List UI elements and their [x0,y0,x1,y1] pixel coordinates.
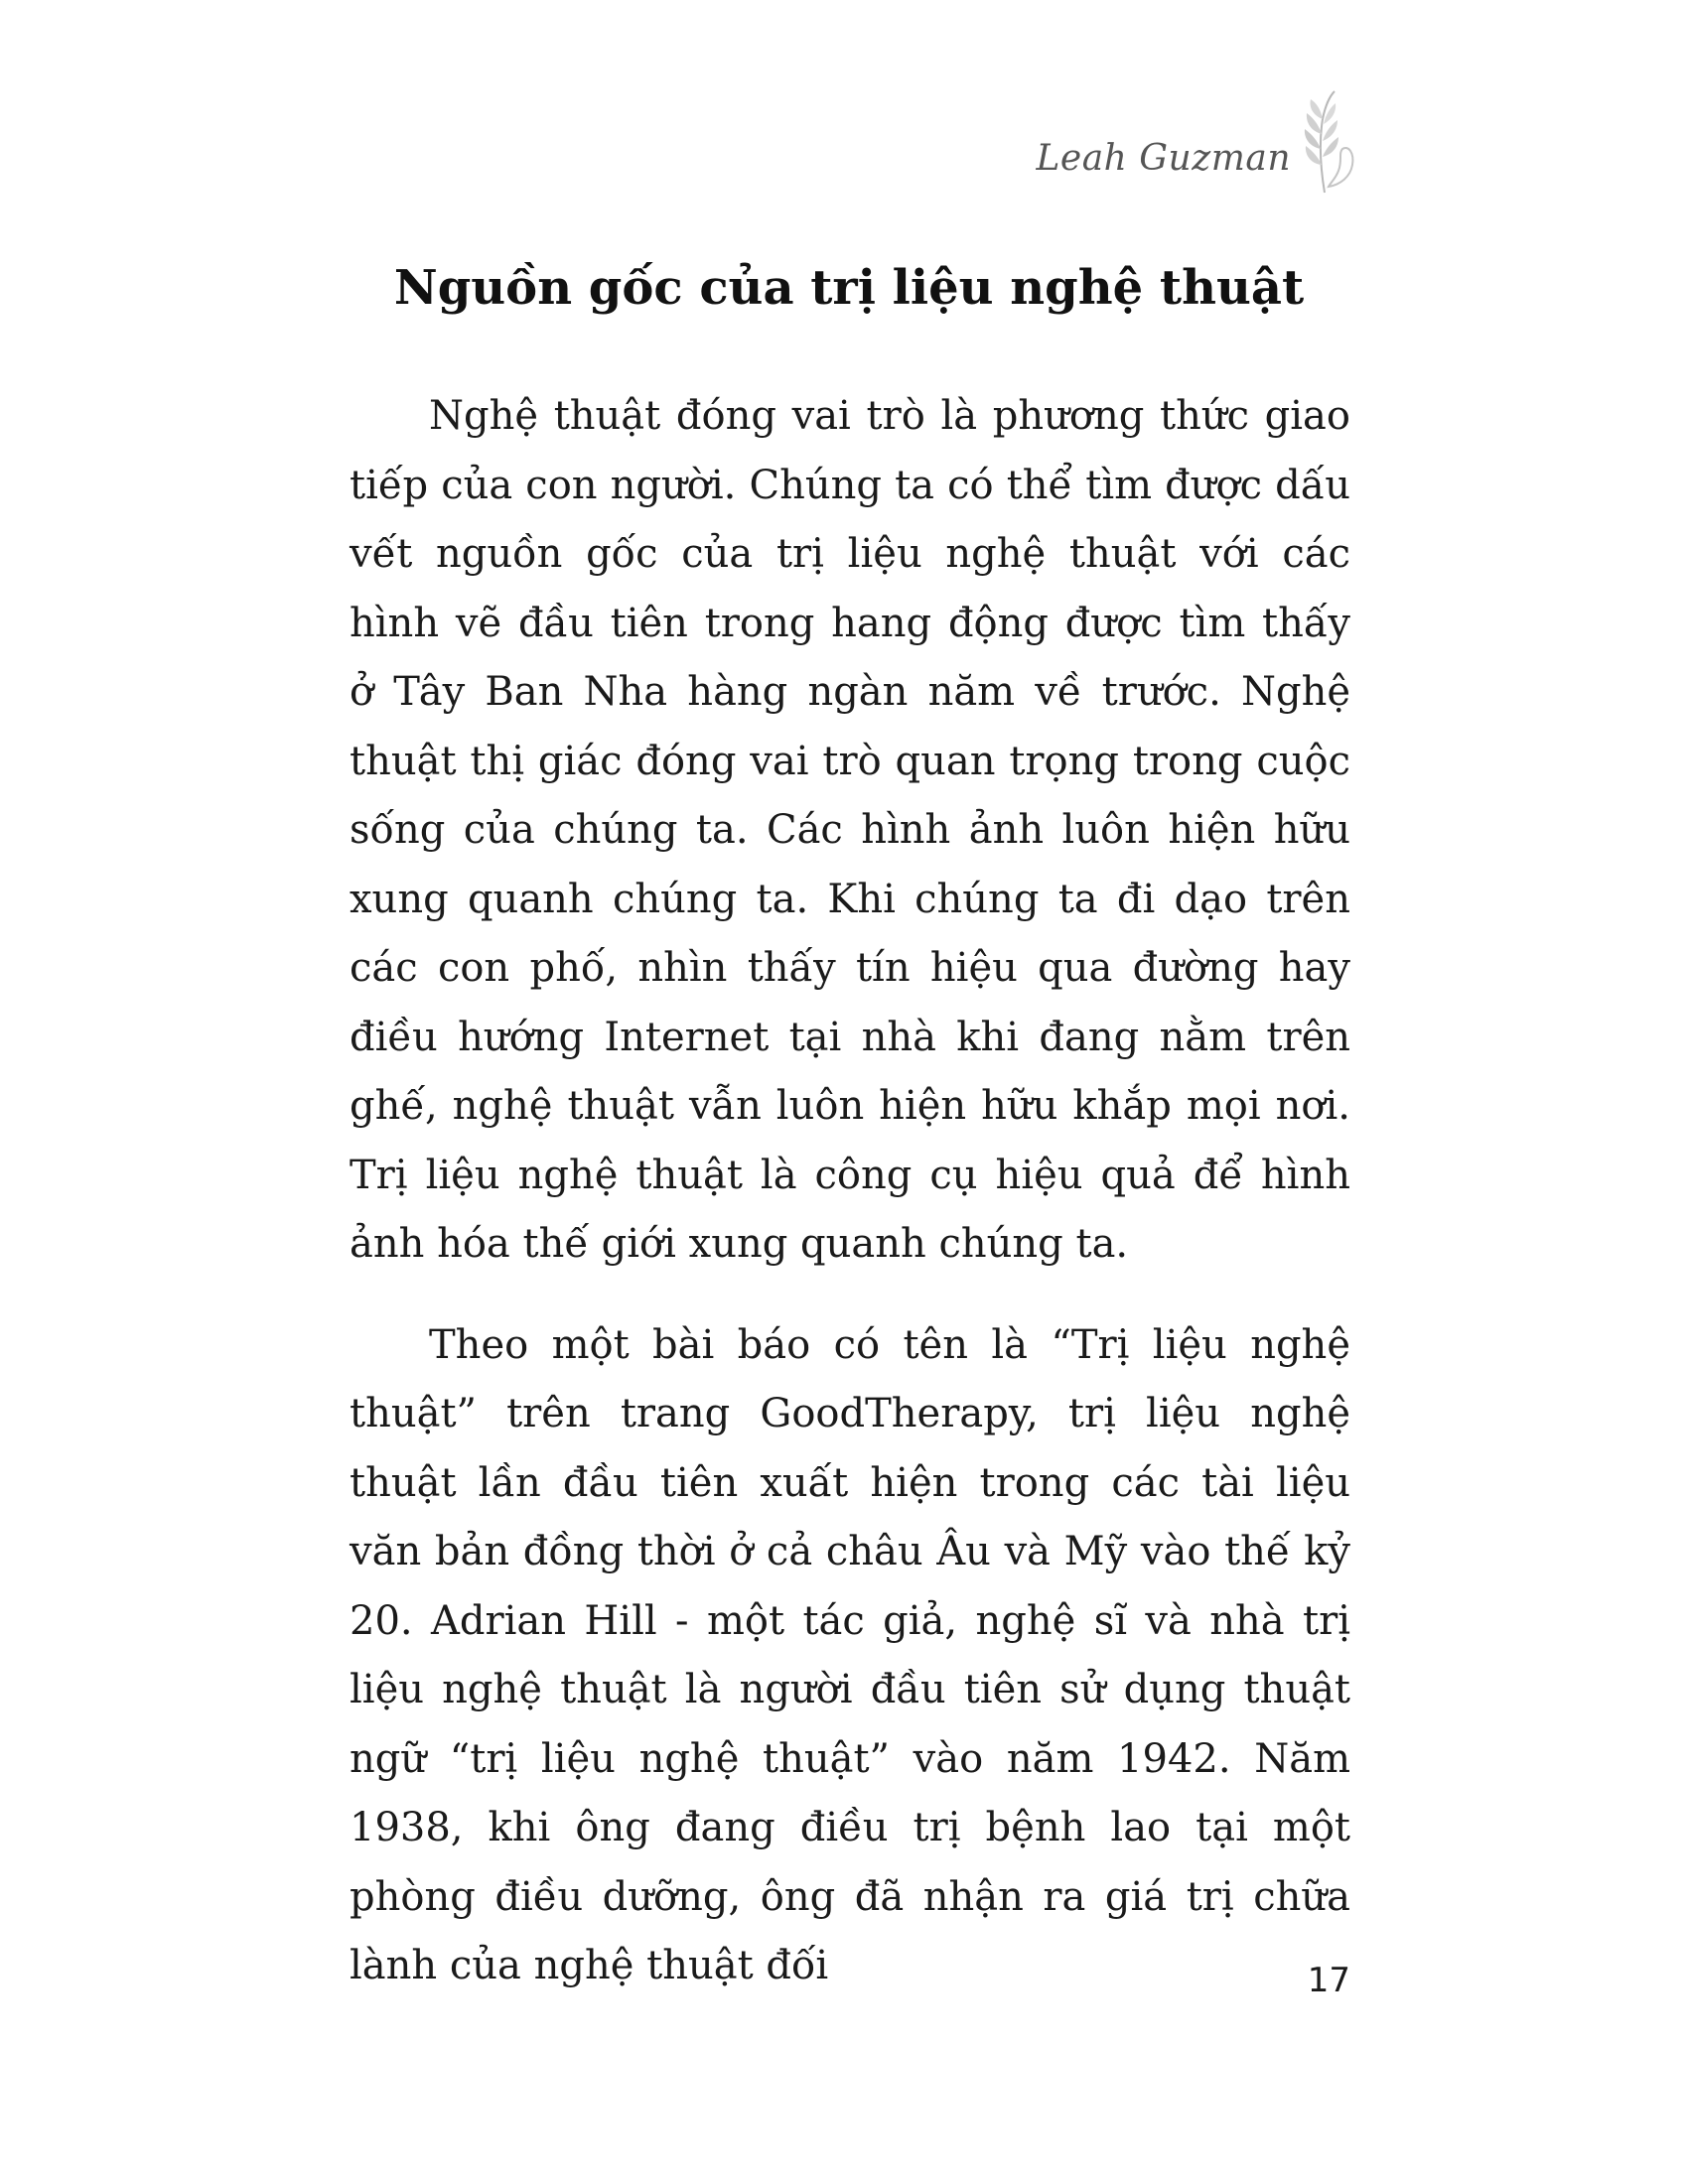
feather-leaf-icon [1301,89,1360,199]
paragraph: Theo một bài báo có tên là “Trị liệu nghệ thuật” trên trang GoodTherapy, trị liệu nghệ thuật lần đầu tiên xuất hiện trong các tài liệu văn bản đồng thời ở cả châu Âu và Mỹ vào thế kỷ 20. Adrian Hill - một tác giả, nghệ sĩ và nhà trị liệu nghệ thuật là người đầu tiên sử dụng thuật ngữ “trị liệu nghệ thuật” vào năm 1942. Năm 1938, khi ông đang điều trị bệnh lao tại một phòng điều dưỡng, ông đã nhận ra giá trị chữa lành của nghệ thuật đối [350,1321,1350,1988]
running-header [1037,117,1361,199]
author-name: Leah Guzman [1036,137,1291,179]
chapter-title: Nguồn gốc của trị liệu nghệ thuật [393,260,1305,316]
page-number: 17 [1307,1961,1350,2000]
paragraph: Nghệ thuật đóng vai trò là phương thức giao tiếp của con người. Chúng ta có thể tìm được dấu vết nguồn gốc của trị liệu nghệ thuật với các hình vẽ đầu tiên trong hang động được tìm thấy ở Tây Ban Nha hàng ngàn năm về trước. Nghệ thuật thị giác đóng vai trò quan trọng trong cuộc sống của chúng ta. Các hình ảnh luôn hiện hữu xung quanh chúng ta. Khi chúng ta đi dạo trên các con phố, nhìn thấy tín hiệu qua đường hay điều hướng Internet tại nhà khi đang nằm trên ghế, nghệ thuật vẫn luôn hiện hữu khắp mọi nơi. Trị liệu nghệ thuật là công cụ hiệu quả để hình ảnh hóa thế giới xung quanh chúng ta. [350,393,1350,1267]
body-text [350,382,1350,2033]
